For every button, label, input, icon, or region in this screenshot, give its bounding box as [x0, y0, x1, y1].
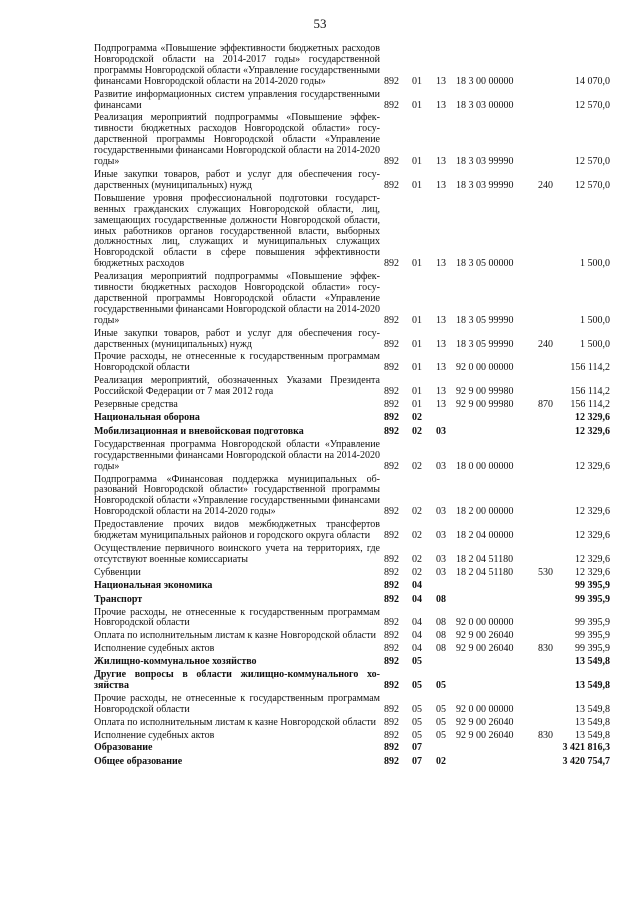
row-description: Реализация мероприятий, обозначенных Указами Президента Российской Федерации от 7 мая 2012 года	[94, 375, 380, 398]
ministry-code: 892	[384, 362, 399, 374]
ministry-code: 892	[384, 399, 399, 411]
section-code: 01	[412, 314, 422, 326]
section-code: 05	[412, 656, 422, 668]
amount: 156 114,2	[570, 386, 610, 398]
amount: 12 570,0	[575, 99, 610, 111]
section-code: 04	[412, 643, 422, 655]
row-description: Образование	[94, 742, 153, 754]
ministry-code: 892	[384, 579, 399, 591]
row-description: Государственная программа Новгородской области «Управление государственными финансами Новгородской области на 2014-2020 годы»	[94, 438, 380, 472]
amount: 13 549,8	[575, 716, 610, 728]
section-code: 05	[412, 716, 422, 728]
section-code: 02	[412, 553, 422, 565]
target-article-code: 92 9 00 99980	[456, 399, 514, 411]
amount: 1 500,0	[580, 258, 610, 270]
row-description: Оплата по исполнительным листам к казне Новгородской области	[94, 716, 376, 728]
ministry-code: 892	[384, 156, 399, 168]
expense-type-code: 870	[538, 399, 553, 411]
amount: 12 570,0	[575, 156, 610, 168]
table-row	[94, 90, 610, 112]
table-row	[94, 413, 610, 424]
target-article-code: 18 3 05 99990	[456, 314, 514, 326]
section-code: 02	[412, 412, 422, 423]
section-code: 01	[412, 258, 422, 270]
amount: 13 549,8	[575, 703, 610, 715]
amount: 12 329,6	[575, 553, 610, 565]
ministry-code: 892	[384, 742, 399, 754]
table-row	[94, 544, 610, 566]
table-row	[94, 400, 610, 411]
row-description: Транспорт	[94, 593, 143, 605]
section-code: 07	[412, 742, 422, 754]
table-row	[94, 581, 610, 592]
table-row	[94, 595, 610, 606]
row-description: Иные закупки товаров, работ и услуг для обеспечения государственных (муниципальных) нужд	[94, 327, 380, 350]
ministry-code: 892	[384, 679, 399, 691]
target-article-code: 18 2 04 00000	[456, 530, 514, 542]
row-description: Подпрограмма «Финансовая поддержка муниципальных образований Новгородской области» государственной программы Новгородской области «Управление государственными финансами Новгородской области на 2014-2020 годы»	[94, 473, 380, 518]
table-row	[94, 568, 610, 579]
subsection-code: 13	[436, 399, 446, 411]
row-description: Осуществление первичного воинского учета на территориях, где отсутствуют военные комиссариаты	[94, 542, 380, 565]
ministry-code: 892	[384, 75, 399, 87]
target-article-code: 92 0 00 00000	[456, 703, 514, 715]
ministry-code: 892	[384, 617, 399, 629]
row-description: Подпрограмма «Повышение эффективности бюджетных расходов Новгородской области на 2014-2017 годы» государственной программы Новгородской области «Управление государственными финансами Новгородской области на 2014-2020 годы»	[94, 43, 380, 87]
section-code: 02	[412, 566, 422, 578]
subsection-code: 05	[436, 729, 446, 741]
row-description: Национальная экономика	[94, 579, 213, 591]
table-row	[94, 329, 610, 351]
subsection-code: 13	[436, 362, 446, 374]
subsection-code: 03	[436, 460, 446, 472]
table-row	[94, 657, 610, 668]
row-description: Другие вопросы в области жилищно-коммунального хозяйства	[94, 669, 380, 691]
section-code: 04	[412, 579, 422, 591]
amount: 13 549,8	[575, 656, 610, 668]
target-article-code: 18 3 03 99990	[456, 179, 514, 191]
ministry-code: 892	[384, 179, 399, 191]
row-description: Резервные средства	[94, 399, 178, 411]
target-article-code: 18 3 00 00000	[456, 75, 514, 87]
expense-type-code: 240	[538, 179, 553, 191]
target-article-code: 92 0 00 00000	[456, 617, 514, 629]
subsection-code: 13	[436, 338, 446, 350]
table-row	[94, 113, 610, 168]
subsection-code: 03	[436, 566, 446, 578]
amount: 99 395,9	[575, 643, 610, 655]
table-row	[94, 352, 610, 374]
amount: 12 329,6	[575, 506, 610, 518]
table-row	[94, 475, 610, 519]
expense-type-code: 830	[538, 643, 553, 655]
expense-type-code: 240	[538, 338, 553, 350]
amount: 156 114,2	[570, 362, 610, 374]
section-code: 05	[412, 679, 422, 691]
target-article-code: 18 2 00 00000	[456, 506, 514, 518]
amount: 99 395,9	[575, 593, 610, 605]
table-row	[94, 376, 610, 398]
row-description: Предоставление прочих видов межбюджетных трансфертов бюджетам муниципальных районов и городского округа области	[94, 519, 380, 542]
table-row	[94, 272, 610, 327]
ministry-code: 892	[384, 506, 399, 518]
amount: 13 549,8	[575, 729, 610, 741]
target-article-code: 92 9 00 26040	[456, 716, 514, 728]
target-article-code: 18 2 04 51180	[456, 553, 514, 565]
row-description: Оплата по исполнительным листам к казне Новгородской области	[94, 630, 376, 642]
subsection-code: 02	[436, 756, 446, 768]
ministry-code: 892	[384, 703, 399, 715]
amount: 12 570,0	[575, 179, 610, 191]
budget-table	[94, 44, 610, 768]
amount: 12 329,6	[575, 412, 610, 423]
ministry-code: 892	[384, 566, 399, 578]
row-description: Мобилизационная и вневойсковая подготовка	[94, 425, 304, 437]
section-code: 07	[412, 756, 422, 768]
ministry-code: 892	[384, 425, 399, 437]
section-code: 01	[412, 399, 422, 411]
table-row	[94, 670, 610, 692]
table-row	[94, 631, 610, 642]
section-code: 04	[412, 593, 422, 605]
subsection-code: 03	[436, 530, 446, 542]
row-description: Иные закупки товаров, работ и услуг для обеспечения государственных (муниципальных) нужд	[94, 168, 380, 191]
section-code: 04	[412, 617, 422, 629]
ministry-code: 892	[384, 314, 399, 326]
section-code: 01	[412, 156, 422, 168]
subsection-code: 13	[436, 156, 446, 168]
target-article-code: 92 9 00 99980	[456, 386, 514, 398]
table-row	[94, 731, 610, 742]
amount: 12 329,6	[575, 530, 610, 542]
subsection-code: 13	[436, 386, 446, 398]
table-row	[94, 757, 610, 768]
ministry-code: 892	[384, 530, 399, 542]
page-number: 53	[313, 16, 327, 31]
ministry-code: 892	[384, 386, 399, 398]
subsection-code: 05	[436, 703, 446, 715]
table-row	[94, 194, 610, 270]
table-row	[94, 608, 610, 630]
row-description: Прочие расходы, не отнесенные к государственным программам Новгородской области	[94, 692, 380, 715]
ministry-code: 892	[384, 412, 399, 423]
section-code: 05	[412, 729, 422, 741]
ministry-code: 892	[384, 643, 399, 655]
ministry-code: 892	[384, 656, 399, 668]
table-row	[94, 440, 610, 473]
table-row	[94, 743, 610, 754]
table-row	[94, 170, 610, 192]
ministry-code: 892	[384, 630, 399, 642]
subsection-code: 03	[436, 425, 446, 437]
row-description: Национальная оборона	[94, 412, 200, 423]
section-code: 02	[412, 530, 422, 542]
expense-type-code: 830	[538, 729, 553, 741]
amount: 14 070,0	[575, 75, 610, 87]
section-code: 01	[412, 99, 422, 111]
amount: 99 395,9	[575, 630, 610, 642]
subsection-code: 08	[436, 643, 446, 655]
amount: 3 421 816,3	[562, 742, 610, 754]
row-description: Реализация мероприятий подпрограммы «Повышение эффективности бюджетных расходов Новгородской области» государственной программы Новгородской области «Управление государственными финансами Новгородской области на 2014-2020 годы»	[94, 112, 380, 168]
amount: 99 395,9	[575, 617, 610, 629]
target-article-code: 92 9 00 26040	[456, 630, 514, 642]
amount: 3 420 754,7	[562, 756, 610, 768]
subsection-code: 13	[436, 314, 446, 326]
expense-type-code: 530	[538, 566, 553, 578]
subsection-code: 08	[436, 593, 446, 605]
subsection-code: 13	[436, 258, 446, 270]
table-row	[94, 427, 610, 438]
row-description: Жилищно-коммунальное хозяйство	[94, 656, 257, 668]
target-article-code: 92 9 00 26040	[456, 643, 514, 655]
ministry-code: 892	[384, 729, 399, 741]
target-article-code: 18 0 00 00000	[456, 460, 514, 472]
subsection-code: 03	[436, 553, 446, 565]
section-code: 01	[412, 338, 422, 350]
ministry-code: 892	[384, 553, 399, 565]
subsection-code: 05	[436, 716, 446, 728]
ministry-code: 892	[384, 593, 399, 605]
amount: 12 329,6	[575, 425, 610, 437]
ministry-code: 892	[384, 99, 399, 111]
target-article-code: 18 3 05 99990	[456, 338, 514, 350]
subsection-code: 13	[436, 99, 446, 111]
ministry-code: 892	[384, 716, 399, 728]
ministry-code: 892	[384, 258, 399, 270]
ministry-code: 892	[384, 460, 399, 472]
target-article-code: 92 9 00 26040	[456, 729, 514, 741]
table-row	[94, 694, 610, 716]
target-article-code: 18 2 04 51180	[456, 566, 514, 578]
target-article-code: 18 3 03 00000	[456, 99, 514, 111]
row-description: Субвенции	[94, 566, 141, 578]
amount: 99 395,9	[575, 579, 610, 591]
amount: 156 114,2	[570, 399, 610, 411]
row-description: Исполнение судебных актов	[94, 643, 215, 655]
subsection-code: 13	[436, 179, 446, 191]
amount: 1 500,0	[580, 338, 610, 350]
row-description: Развитие информационных систем управления государственными финансами	[94, 88, 380, 111]
target-article-code: 92 0 00 00000	[456, 362, 514, 374]
table-row	[94, 644, 610, 655]
table-row	[94, 520, 610, 542]
row-description: Исполнение судебных актов	[94, 729, 215, 741]
amount: 12 329,6	[575, 566, 610, 578]
amount: 12 329,6	[575, 460, 610, 472]
amount: 13 549,8	[575, 679, 610, 691]
row-description: Повышение уровня профессиональной подготовки государственных гражданских служащих Новгородской области, лиц, замещающих государственные должности Новгородской области, иных работников органов государственной власти, выборных должностных лиц, служащих и муниципальных служащих Новгородской области в сфере повышения эффективности бюджетных расходов	[94, 192, 380, 270]
subsection-code: 05	[436, 679, 446, 691]
target-article-code: 18 3 05 00000	[456, 258, 514, 270]
table-row	[94, 718, 610, 729]
section-code: 01	[412, 75, 422, 87]
row-description: Прочие расходы, не отнесенные к государственным программам Новгородской области	[94, 351, 380, 374]
section-code: 02	[412, 460, 422, 472]
row-description: Реализация мероприятий подпрограммы «Повышение эффективности бюджетных расходов Новгородской области» государственной программы Новгородской области «Управление государственными финансами Новгородской области на 2014-2020 годы»	[94, 271, 380, 326]
section-code: 02	[412, 506, 422, 518]
amount: 1 500,0	[580, 314, 610, 326]
section-code: 05	[412, 703, 422, 715]
row-description: Прочие расходы, не отнесенные к государственным программам Новгородской области	[94, 606, 380, 629]
target-article-code: 18 3 03 99990	[456, 156, 514, 168]
row-description: Общее образование	[94, 756, 183, 768]
subsection-code: 08	[436, 617, 446, 629]
subsection-code: 13	[436, 75, 446, 87]
subsection-code: 08	[436, 630, 446, 642]
section-code: 02	[412, 425, 422, 437]
section-code: 01	[412, 179, 422, 191]
section-code: 01	[412, 386, 422, 398]
section-code: 01	[412, 362, 422, 374]
table-row	[94, 44, 610, 88]
subsection-code: 03	[436, 506, 446, 518]
section-code: 04	[412, 630, 422, 642]
ministry-code: 892	[384, 756, 399, 768]
ministry-code: 892	[384, 338, 399, 350]
